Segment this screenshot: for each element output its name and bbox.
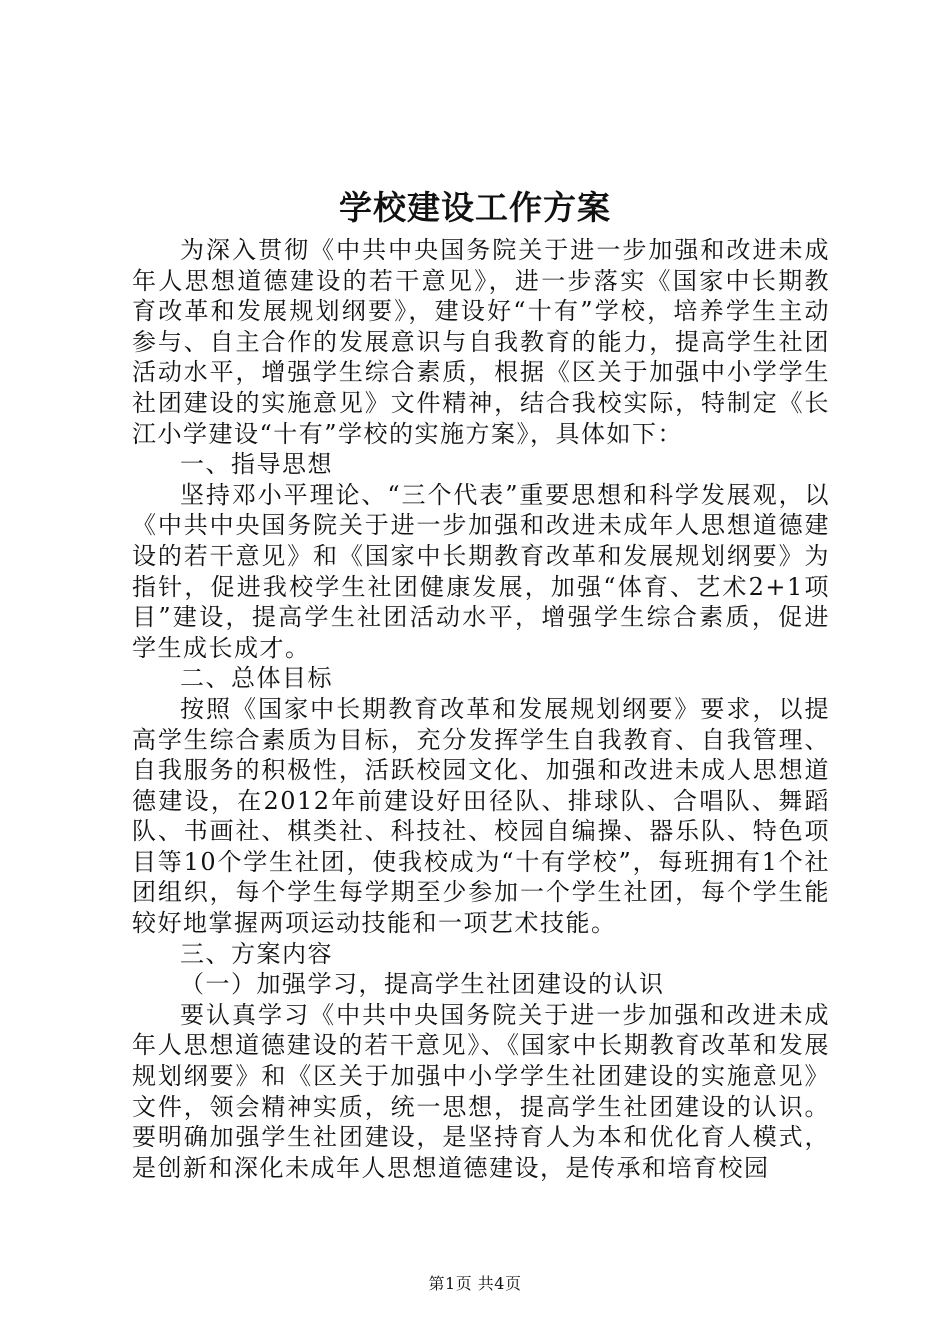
overall-goal-paragraph: 按照《国家中长期教育改革和发展规划纲要》要求，以提高学生综合素质为目标，充分发挥学生自我教育、自我管理、自我服务的积极性，活跃校园文化、加强和改进未成人思想道德建设，在2012年前建设好田径队、排球队、合唱队、舞蹈队、书画社、棋类社、科技社、校园自编操、器乐队、特色项目等10个学生社团，使我校成为“十有学校”，每班拥有1个社团组织，每个学生每学期至少参加一个学生社团，每个学生能较好地掌握两项运动技能和一项艺术技能。 xyxy=(132,694,830,938)
subsection-heading-study: （一）加强学习，提高学生社团建设的认识 xyxy=(180,970,665,999)
section-heading-plan-content: 三、方案内容 xyxy=(180,939,333,968)
section-heading-overall-goal: 二、总体目标 xyxy=(180,664,333,693)
page-footer: 第1页 共4页 xyxy=(428,1274,522,1293)
guiding-ideology-paragraph: 坚持邓小平理论、“三个代表”重要思想和科学发展观，以《中共中央国务院关于进一步加强和改进未成年人思想道德建设的若干意见》和《国家中长期教育改革和发展规划纲要》为指针，促进我校学生社团健康发展，加强“体育、艺术2+1项目”建设，提高学生社团活动水平，增强学生综合素质，促进学生成长成才。 xyxy=(132,480,830,662)
study-paragraph: 要认真学习《中共中央国务院关于进一步加强和改进未成年人思想道德建设的若干意见》、《国家中长期教育改革和发展规划纲要》和《区关于加强中小学学生社团建设的实施意见》文件，领会精神实质，统一思想，提高学生社团建设的认识。要明确加强学生社团建设，是坚持育人为本和优化育人模式，是创新和深化未成年人思想道德建设，是传承和培育校园 xyxy=(132,1000,830,1182)
document-body xyxy=(132,235,830,1183)
document-title: 学校建设工作方案 xyxy=(339,188,611,227)
section-heading-guiding-ideology: 一、指导思想 xyxy=(180,450,333,479)
intro-paragraph: 为深入贯彻《中共中央国务院关于进一步加强和改进未成年人思想道德建设的若干意见》，进一步落实《国家中长期教育改革和发展规划纲要》，建设好“十有”学校，培养学生主动参与、自主合作的发展意识与自我教育的能力，提高学生社团活动水平，增强学生综合素质，根据《区关于加强中小学学生社团建设的实施意见》文件精神，结合我校实际，特制定《长江小学建设“十有”学校的实施方案》，具体如下： xyxy=(132,236,830,448)
